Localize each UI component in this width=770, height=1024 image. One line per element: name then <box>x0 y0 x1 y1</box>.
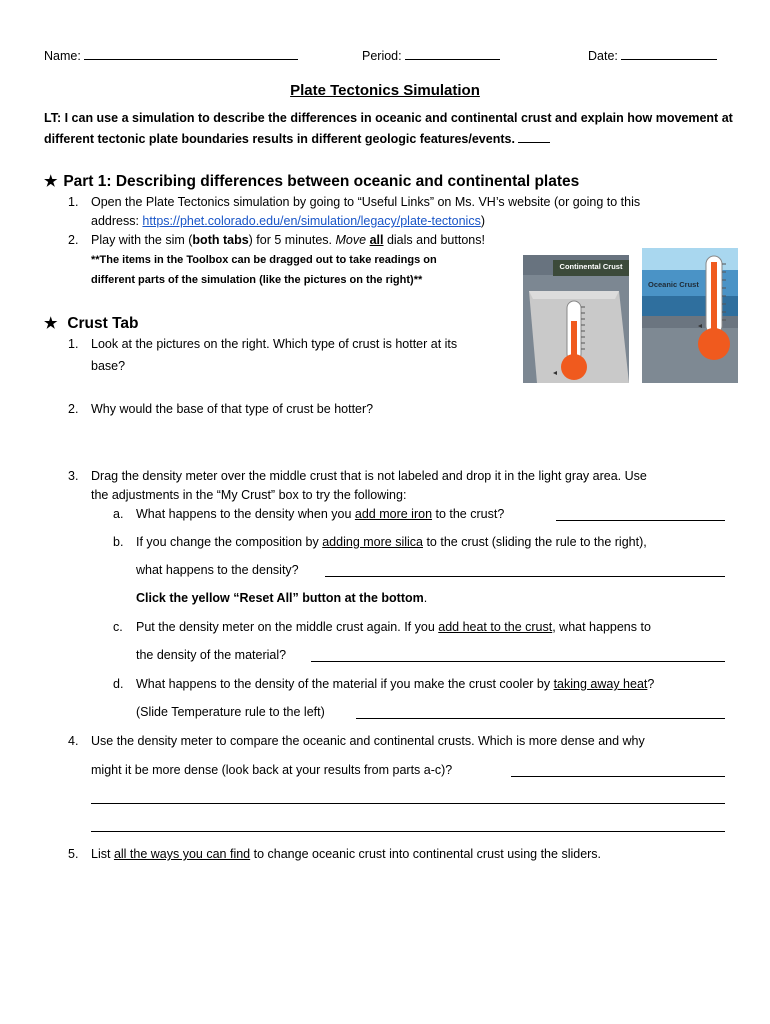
part-a-answer-line[interactable] <box>556 520 725 521</box>
part-c-text-2: , what happens to <box>552 620 651 634</box>
part-d-underlined: taking away heat <box>553 677 648 691</box>
period-field <box>362 48 500 63</box>
item2-text-b: ) for 5 minutes. <box>248 233 336 247</box>
q4-answer-line-2[interactable] <box>91 803 725 804</box>
part-c-line2: the density of the material? <box>136 648 287 662</box>
part-a-text-1: What happens to the density when you <box>136 507 355 521</box>
learning-target <box>44 108 734 150</box>
part-d-letter: d. <box>113 677 124 691</box>
part-b-letter: b. <box>113 535 124 549</box>
q3-line1: Drag the density meter over the middle crust that is not labeled and drop it in the light gray area. Use <box>91 469 647 483</box>
period-blank[interactable] <box>405 48 500 60</box>
part-d-answer-line[interactable] <box>356 718 725 719</box>
oceanic-crust-label: Oceanic Crust <box>648 280 699 289</box>
q4-number: 4. <box>68 734 79 748</box>
date-label: Date: <box>588 49 618 63</box>
part-a-text-2: to the crust? <box>432 507 505 521</box>
q5-text-1: List <box>91 847 114 861</box>
part-b-underlined: adding more silica <box>322 535 423 549</box>
part-c-text-1: Put the density meter on the middle crust again. If you <box>136 620 439 634</box>
oceanic-crust-image <box>642 248 738 383</box>
phet-link[interactable]: https://phet.colorado.edu/en/simulation/legacy/plate-tectonics <box>142 214 481 228</box>
q4-answer-line-3[interactable] <box>91 831 725 832</box>
q4-line1: Use the density meter to compare the oceanic and continental crusts. Which is more dense and why <box>91 734 645 748</box>
learning-target-text: LT: I can use a simulation to describe the differences in oceanic and continental crust and explain how movement at different tectonic plate boundaries results in different geologic features/events. <box>44 111 733 146</box>
part-a-text <box>136 505 504 523</box>
part-b-line2: what happens to the density? <box>136 563 299 577</box>
q5-text-2: to change oceanic crust into continental crust using the sliders. <box>250 847 602 861</box>
reset-all-text: Click the yellow “Reset All” button at the bottom <box>136 591 424 605</box>
item2-italic: Move <box>335 233 367 247</box>
q1-line1: Look at the pictures on the right. Which type of crust is hotter at its <box>91 337 458 351</box>
continental-crust-picture <box>523 255 629 383</box>
item1-number: 1. <box>68 195 79 209</box>
item1-address-label: address: <box>91 214 143 228</box>
q3-line2: the adjustments in the “My Crust” box to try the following: <box>91 488 407 502</box>
q5-number: 5. <box>68 847 79 861</box>
q1-line2: base? <box>91 359 126 373</box>
reset-all-instruction <box>136 589 427 607</box>
item1-close-paren: ) <box>480 214 485 228</box>
toolbox-note-line1: **The items in the Toolbox can be dragged out to take readings on <box>91 254 437 266</box>
part-c-answer-line[interactable] <box>311 661 725 662</box>
star-icon: ★ <box>44 315 58 332</box>
item2-line <box>91 231 485 249</box>
part-d-text-1: What happens to the density of the material if you make the crust cooler by <box>136 677 554 691</box>
star-icon: ★ <box>44 173 58 190</box>
item2-number: 2. <box>68 233 79 247</box>
q1-number: 1. <box>68 337 79 351</box>
crust-tab-heading <box>44 314 139 333</box>
part-d-line1 <box>136 675 654 693</box>
q2-text: Why would the base of that type of crust be hotter? <box>91 402 374 416</box>
q4-line2: might it be more dense (look back at your results from parts a-c)? <box>91 763 453 777</box>
item2-text-a: Play with the sim ( <box>91 233 193 247</box>
date-field <box>588 48 717 63</box>
page-title: Plate Tectonics Simulation <box>290 82 480 99</box>
part-c-line1 <box>136 618 651 636</box>
name-label: Name: <box>44 49 81 63</box>
name-field <box>44 48 298 63</box>
period-label: Period: <box>362 49 402 63</box>
part-d-text-2: ? <box>647 677 655 691</box>
part-b-answer-line[interactable] <box>325 576 725 577</box>
q5-underlined: all the ways you can find <box>113 847 251 861</box>
q3-number: 3. <box>68 469 79 483</box>
item1-line1: Open the Plate Tectonics simulation by going to “Useful Links” on Ms. VH’s website (or going to this <box>91 195 641 209</box>
q5-text <box>91 845 601 863</box>
date-blank[interactable] <box>621 48 717 60</box>
part-c-underlined: add heat to the crust <box>438 620 553 634</box>
item2-bold-underline: all <box>369 233 384 247</box>
oceanic-crust-picture <box>642 248 738 383</box>
reset-all-period: . <box>423 591 428 605</box>
part-a-letter: a. <box>113 507 124 521</box>
part-d-line2: (Slide Temperature rule to the left) <box>136 705 325 719</box>
q2-number: 2. <box>68 402 79 416</box>
item1-line2 <box>91 212 485 230</box>
part-b-line1 <box>136 533 647 551</box>
part1-heading-text: Part 1: Describing differences between oceanic and continental plates <box>63 173 580 190</box>
item2-text-d: dials and buttons! <box>383 233 485 247</box>
part1-heading <box>44 172 579 191</box>
part-b-text-1: If you change the composition by <box>136 535 323 549</box>
name-blank[interactable] <box>84 48 298 60</box>
part-a-underlined: add more iron <box>354 507 433 521</box>
toolbox-note-line2: different parts of the simulation (like the pictures on the right)** <box>91 274 423 286</box>
q4-answer-line-1[interactable] <box>511 776 725 777</box>
continental-crust-label: Continental Crust <box>559 262 623 271</box>
part-c-letter: c. <box>113 620 123 634</box>
learning-target-blank[interactable] <box>518 131 550 143</box>
continental-crust-image <box>523 255 629 383</box>
item2-bold: both tabs <box>192 233 249 247</box>
part-b-text-2: to the crust (sliding the rule to the right), <box>422 535 647 549</box>
crust-tab-heading-text: Crust Tab <box>67 315 139 332</box>
